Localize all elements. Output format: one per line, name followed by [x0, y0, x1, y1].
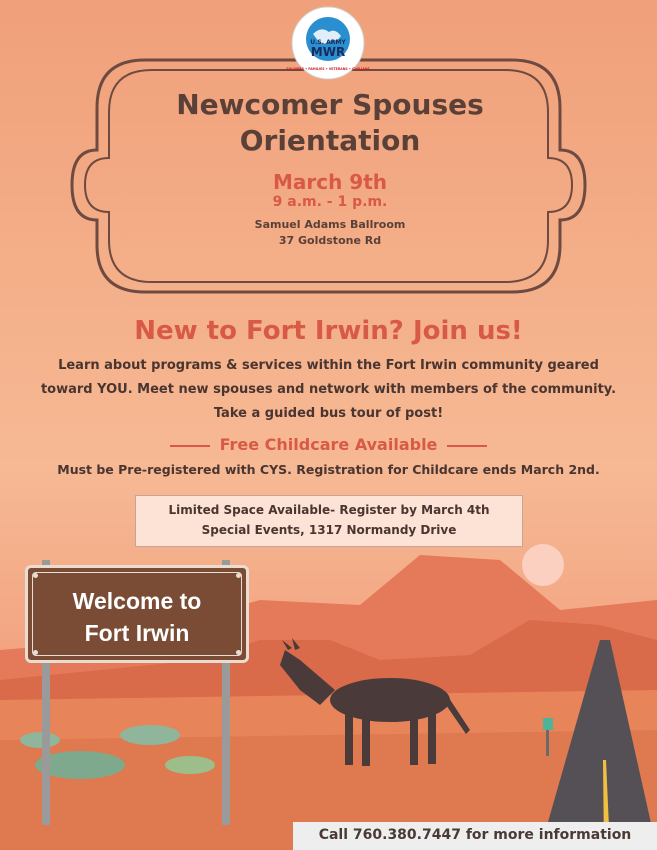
- sign-line1: Welcome to: [72, 588, 202, 614]
- sun: [522, 544, 564, 586]
- prereg-notice: Must be Pre-registered with CYS. Registration for Childcare ends March 2nd.: [57, 462, 600, 477]
- logo-ring-text: SOLDIERS • FAMILIES • VETERANS • CIVILIANS: [286, 67, 370, 71]
- promo-body-line3: Take a guided bus tour of post!: [213, 406, 444, 421]
- bolt-icon: [33, 573, 38, 578]
- road-sign: [543, 718, 553, 730]
- logo-line2: MWR: [310, 45, 346, 59]
- registration-location: Special Events, 1317 Normandy Drive: [201, 523, 457, 537]
- childcare-text: Free Childcare Available: [219, 435, 438, 454]
- registration-deadline: Limited Space Available- Register by March 4th: [168, 503, 490, 517]
- welcome-sign: [25, 565, 249, 663]
- divider-left: [170, 445, 210, 447]
- event-date: March 9th: [272, 170, 388, 194]
- childcare-heading: [0, 435, 657, 454]
- contact-bar: [293, 822, 657, 850]
- event-venue: Samuel Adams Ballroom: [254, 218, 406, 231]
- bolt-icon: [236, 573, 241, 578]
- event-address: 37 Goldstone Rd: [278, 234, 382, 247]
- contact-phone: Call 760.380.7447 for more information: [318, 827, 632, 843]
- bolt-icon: [33, 650, 38, 655]
- divider-right: [447, 445, 487, 447]
- promo-headline: New to Fort Irwin? Join us!: [134, 316, 523, 346]
- registration-box: [135, 495, 523, 547]
- promo-body-line2: toward YOU. Meet new spouses and network with members of the community.: [40, 382, 617, 397]
- road-sign-post: [546, 728, 549, 756]
- logo-line1: U.S. ARMY: [310, 39, 346, 46]
- mwr-logo: [286, 6, 370, 80]
- promo-body-line1: Learn about programs & services within the Fort Irwin community geared: [58, 358, 599, 373]
- event-title-line1: Newcomer Spouses: [176, 88, 484, 121]
- sign-line2: Fort Irwin: [84, 620, 190, 646]
- bolt-icon: [236, 650, 241, 655]
- event-time: 9 a.m. - 1 p.m.: [272, 194, 388, 210]
- event-title-line2: Orientation: [239, 124, 421, 157]
